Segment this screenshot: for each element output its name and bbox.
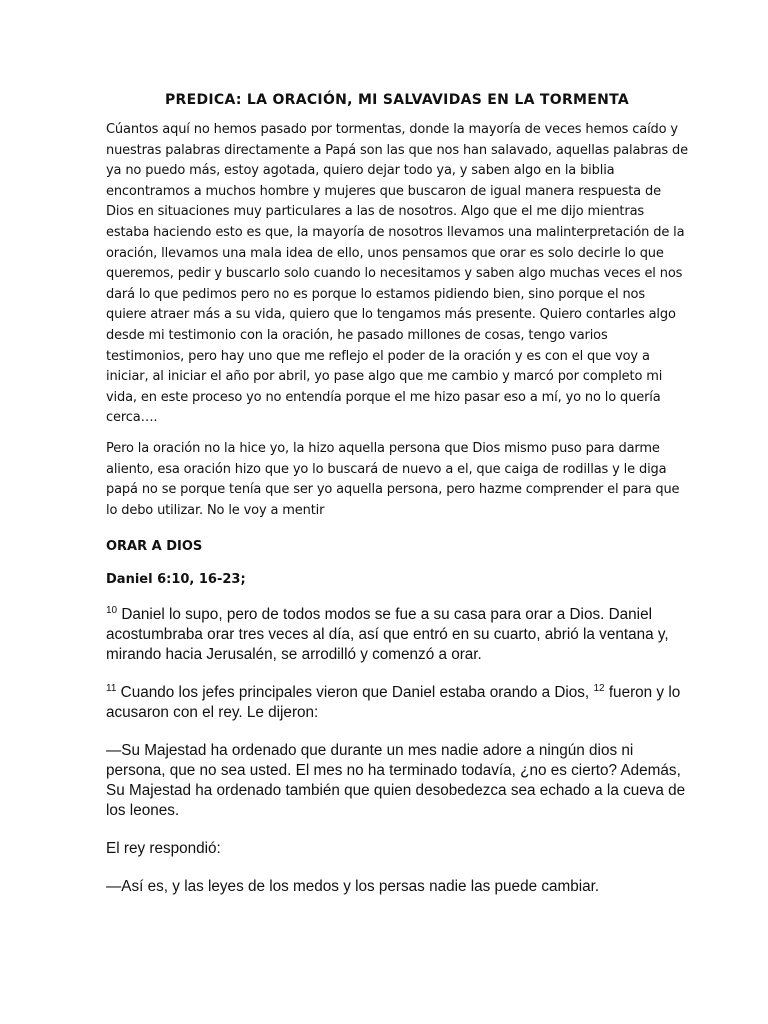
section-heading: ORAR A DIOS bbox=[106, 539, 203, 555]
verse-number-11: 11 bbox=[106, 683, 117, 695]
sermon-paragraph-2: Pero la oración no la hice yo, la hizo aquella persona que Dios mismo puso para darme aliento, esa oración hizo que yo lo buscará de nuevo a el, que caiga de rodillas y le diga papá no se porque tenía que ser yo aquella persona, pero hazme comprender el para que lo debo utilizar. No le voy a mentir bbox=[106, 440, 680, 518]
bible-paragraph-king-replied: El rey respondió: bbox=[106, 840, 221, 858]
verse-11-text: Cuando los jefes principales vieron que Daniel estaba orando a Dios, bbox=[120, 684, 590, 702]
scripture-reference: Daniel 6:10, 16-23; bbox=[106, 572, 246, 588]
bible-paragraph-laws: —Así es, y las leyes de los medos y los persas nadie las puede cambiar. bbox=[106, 878, 600, 896]
verse-10-text: Daniel lo supo, pero de todos modos se fue a su casa para orar a Dios. Daniel acostumbraba orar tres veces al día, así que entró en su cuarto, abrió la ventana y, mirando hacia Jerusalén, se arrodilló y comenzó a orar. bbox=[106, 606, 669, 664]
verse-number-10: 10 bbox=[106, 605, 118, 617]
verse-number-12: 12 bbox=[593, 683, 605, 695]
bible-paragraph-decree: —Su Majestad ha ordenado que durante un mes nadie adore a ningún dios ni persona, que no sea usted. El mes no ha terminado todavía, ¿no es cierto? Además, Su Majestad ha ordenado también que quien desobedezca sea echado a la cueva de los leones. bbox=[106, 742, 686, 820]
verse-11-12 bbox=[106, 683, 688, 723]
sermon-paragraph-1: Cúantos aquí no hemos pasado por tormentas, donde la mayoría de veces hemos caído y nuestras palabras directamente a Papá son las que nos han salavado, aquellas palabras de ya no puedo más, estoy agotada, quiero dejar todo ya, y saben algo en la biblia encontramos a muchos hombre y mujeres que buscaron de igual manera respuesta de Dios en situaciones muy particulares a las de nosotros. Algo que el me dijo mientras estaba haciendo esto es que, la mayoría de nosotros llevamos una malinterpretación de la oración, llevamos una mala idea de ello, unos pensamos que orar es solo decirle lo que queremos, pedir y buscarlo solo cuando lo necesitamos y saben algo muchas veces el nos dará lo que pedimos pero no es porque lo estamos pidiendo bien, sino porque el nos quiere atraer más a su vida, quiero que lo tengamos más presente. Quiero contarles algo desde mi testimonio con la oración, he pasado millones de cosas, tengo varios testimonios, pero hay uno que me reflejo el poder de la oración y es con el que voy a iniciar, al iniciar el año por abril, yo pase algo que me cambio y marcó por completo mi vida, en este proceso yo no entendía porque el me hizo pasar eso a mí, yo no lo quería cerca…. bbox=[106, 122, 688, 426]
sermon-title: PREDICA: LA ORACIÓN, MI SALVAVIDAS EN LA TORMENTA bbox=[164, 92, 630, 108]
verse-12-text: fueron y lo acusaron con el rey. Le dijeron: bbox=[106, 684, 681, 722]
verse-10 bbox=[106, 605, 688, 665]
